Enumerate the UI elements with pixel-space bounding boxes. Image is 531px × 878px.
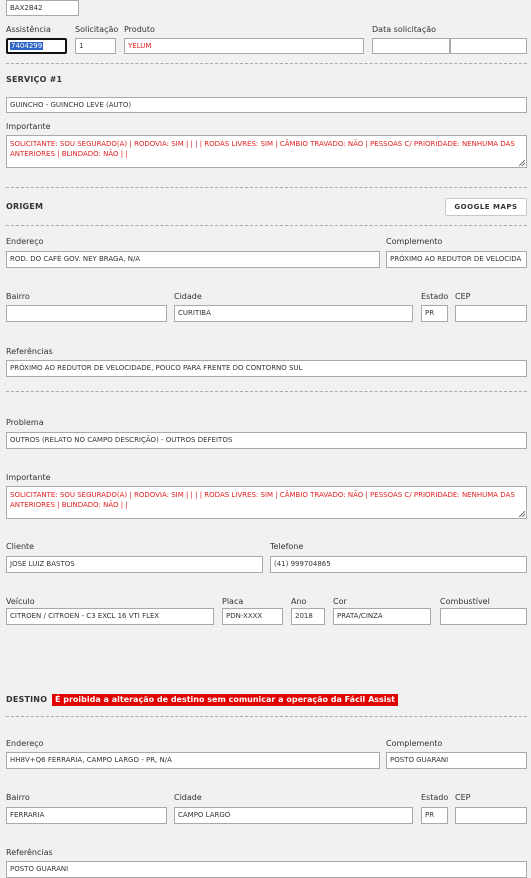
problema-field[interactable]: OUTROS (RELATO NO CAMPO DESCRIÇÃO) - OUTROS DEFEITOS xyxy=(6,432,527,449)
divider xyxy=(6,391,527,392)
destino-cidade-label: Cidade xyxy=(174,793,202,802)
google-maps-button[interactable]: GOOGLE MAPS xyxy=(445,198,527,216)
divider xyxy=(6,716,527,717)
origem-referencias-field[interactable]: PRÓXIMO AO REDUTOR DE VELOCIDADE, POUCO PARA FRENTE DO CONTORNO SUL xyxy=(6,360,527,377)
origem-referencias-label: Referências xyxy=(6,347,53,356)
data-solicitacao-field-2[interactable] xyxy=(450,38,527,54)
veiculo-field[interactable]: CITROEN / CITROEN - C3 EXCL 16 VTI FLEX xyxy=(6,608,214,625)
combustivel-field[interactable] xyxy=(440,608,527,625)
produto-field[interactable]: YELUM xyxy=(124,38,364,54)
servico-field[interactable]: GUINCHO - GUINCHO LEVE (AUTO) xyxy=(6,97,527,113)
servico-title: SERVIÇO #1 xyxy=(6,75,63,84)
origem-estado-field[interactable]: PR xyxy=(421,305,448,322)
ano-field[interactable]: 2018 xyxy=(291,608,325,625)
origem-endereco-label: Endereço xyxy=(6,237,44,246)
divider xyxy=(6,187,527,188)
resize-grip-icon[interactable] xyxy=(519,511,525,517)
combustivel-label: Combustível xyxy=(440,597,490,606)
destino-complemento-field[interactable]: POSTO GUARANI xyxy=(386,752,527,769)
origem-estado-label: Estado xyxy=(421,292,449,301)
destino-complemento-label: Complemento xyxy=(386,739,443,748)
data-solicitacao-field[interactable] xyxy=(372,38,450,54)
origem-endereco-field[interactable]: ROD. DO CAFÉ GOV. NEY BRAGA, N/A xyxy=(6,251,380,268)
destino-warning-badge: É proibida a alteração de destino sem comunicar a operação da Fácil Assist xyxy=(52,694,398,706)
resize-grip-icon[interactable] xyxy=(519,160,525,166)
ano-label: Ano xyxy=(291,597,307,606)
solicitacao-field[interactable]: 1 xyxy=(75,38,116,54)
divider xyxy=(6,63,527,64)
destino-title: DESTINO xyxy=(6,695,48,704)
cor-field[interactable]: PRATA/CINZA xyxy=(333,608,431,625)
origem-title: ORIGEM xyxy=(6,202,44,211)
destino-bairro-field[interactable]: FERRARIA xyxy=(6,807,167,824)
destino-estado-field[interactable]: PR xyxy=(421,807,448,824)
origem-cidade-label: Cidade xyxy=(174,292,202,301)
cor-label: Cor xyxy=(333,597,347,606)
placa-label: Placa xyxy=(222,597,244,606)
destino-cep-label: CEP xyxy=(455,793,471,802)
problema-importante-textarea[interactable] xyxy=(6,486,527,519)
produto-label: Produto xyxy=(124,25,155,34)
veiculo-label: Veículo xyxy=(6,597,35,606)
assistencia-label: Assistência xyxy=(6,25,51,34)
assistencia-value: 7404299 xyxy=(11,42,43,50)
destino-cep-field[interactable] xyxy=(455,807,527,824)
servico-importante-text: SOLICITANTE: SOU SEGURADO(A) | RODOVIA: SIM | | | | RODAS LIVRES: SIM | CÂMBIO TRAVADO: NÃO | PESSOAS C/ PRIORIDADE: NENHUMA DAS ANTERIORES | BLINDADO: NÃO | | xyxy=(10,140,515,158)
placa-field[interactable]: PDN-XXXX xyxy=(222,608,283,625)
origem-cep-label: CEP xyxy=(455,292,471,301)
origem-bairro-field[interactable] xyxy=(6,305,167,322)
data-solicitacao-label: Data solicitação xyxy=(372,25,437,34)
destino-endereco-field[interactable]: HH8V+Q6 FERRARIA, CAMPO LARGO - PR, N/A xyxy=(6,752,380,769)
telefone-field[interactable]: (41) 999704865 xyxy=(270,556,527,573)
solicitacao-label: Solicitação xyxy=(75,25,119,34)
origem-complemento-label: Complemento xyxy=(386,237,443,246)
destino-estado-label: Estado xyxy=(421,793,449,802)
servico-importante-textarea[interactable] xyxy=(6,135,527,168)
origem-cidade-field[interactable]: CURITIBA xyxy=(174,305,413,322)
cliente-label: Cliente xyxy=(6,542,35,551)
destino-referencias-field[interactable]: POSTO GUARANI xyxy=(6,861,527,878)
origem-cep-field[interactable] xyxy=(455,305,527,322)
servico-importante-label: Importante xyxy=(6,122,51,131)
origem-bairro-label: Bairro xyxy=(6,292,30,301)
top-code-field[interactable]: BAX2B42 xyxy=(6,0,79,16)
divider xyxy=(6,225,527,226)
problema-importante-label: Importante xyxy=(6,473,51,482)
destino-cidade-field[interactable]: CAMPO LARGO xyxy=(174,807,413,824)
origem-complemento-field[interactable]: PRÓXIMO AO REDUTOR DE VELOCIDA xyxy=(386,251,527,268)
assistencia-field[interactable] xyxy=(6,38,67,54)
destino-endereco-label: Endereço xyxy=(6,739,44,748)
destino-bairro-label: Bairro xyxy=(6,793,30,802)
problema-importante-text: SOLICITANTE: SOU SEGURADO(A) | RODOVIA: SIM | | | | RODAS LIVRES: SIM | CÂMBIO TRAVADO: NÃO | PESSOAS C/ PRIORIDADE: NENHUMA DAS ANTERIORES | BLINDADO: NÃO | | xyxy=(10,491,515,509)
telefone-label: Telefone xyxy=(270,542,304,551)
cliente-field[interactable]: JOSE LUIZ BASTOS xyxy=(6,556,263,573)
problema-label: Problema xyxy=(6,418,44,427)
destino-referencias-label: Referências xyxy=(6,848,53,857)
